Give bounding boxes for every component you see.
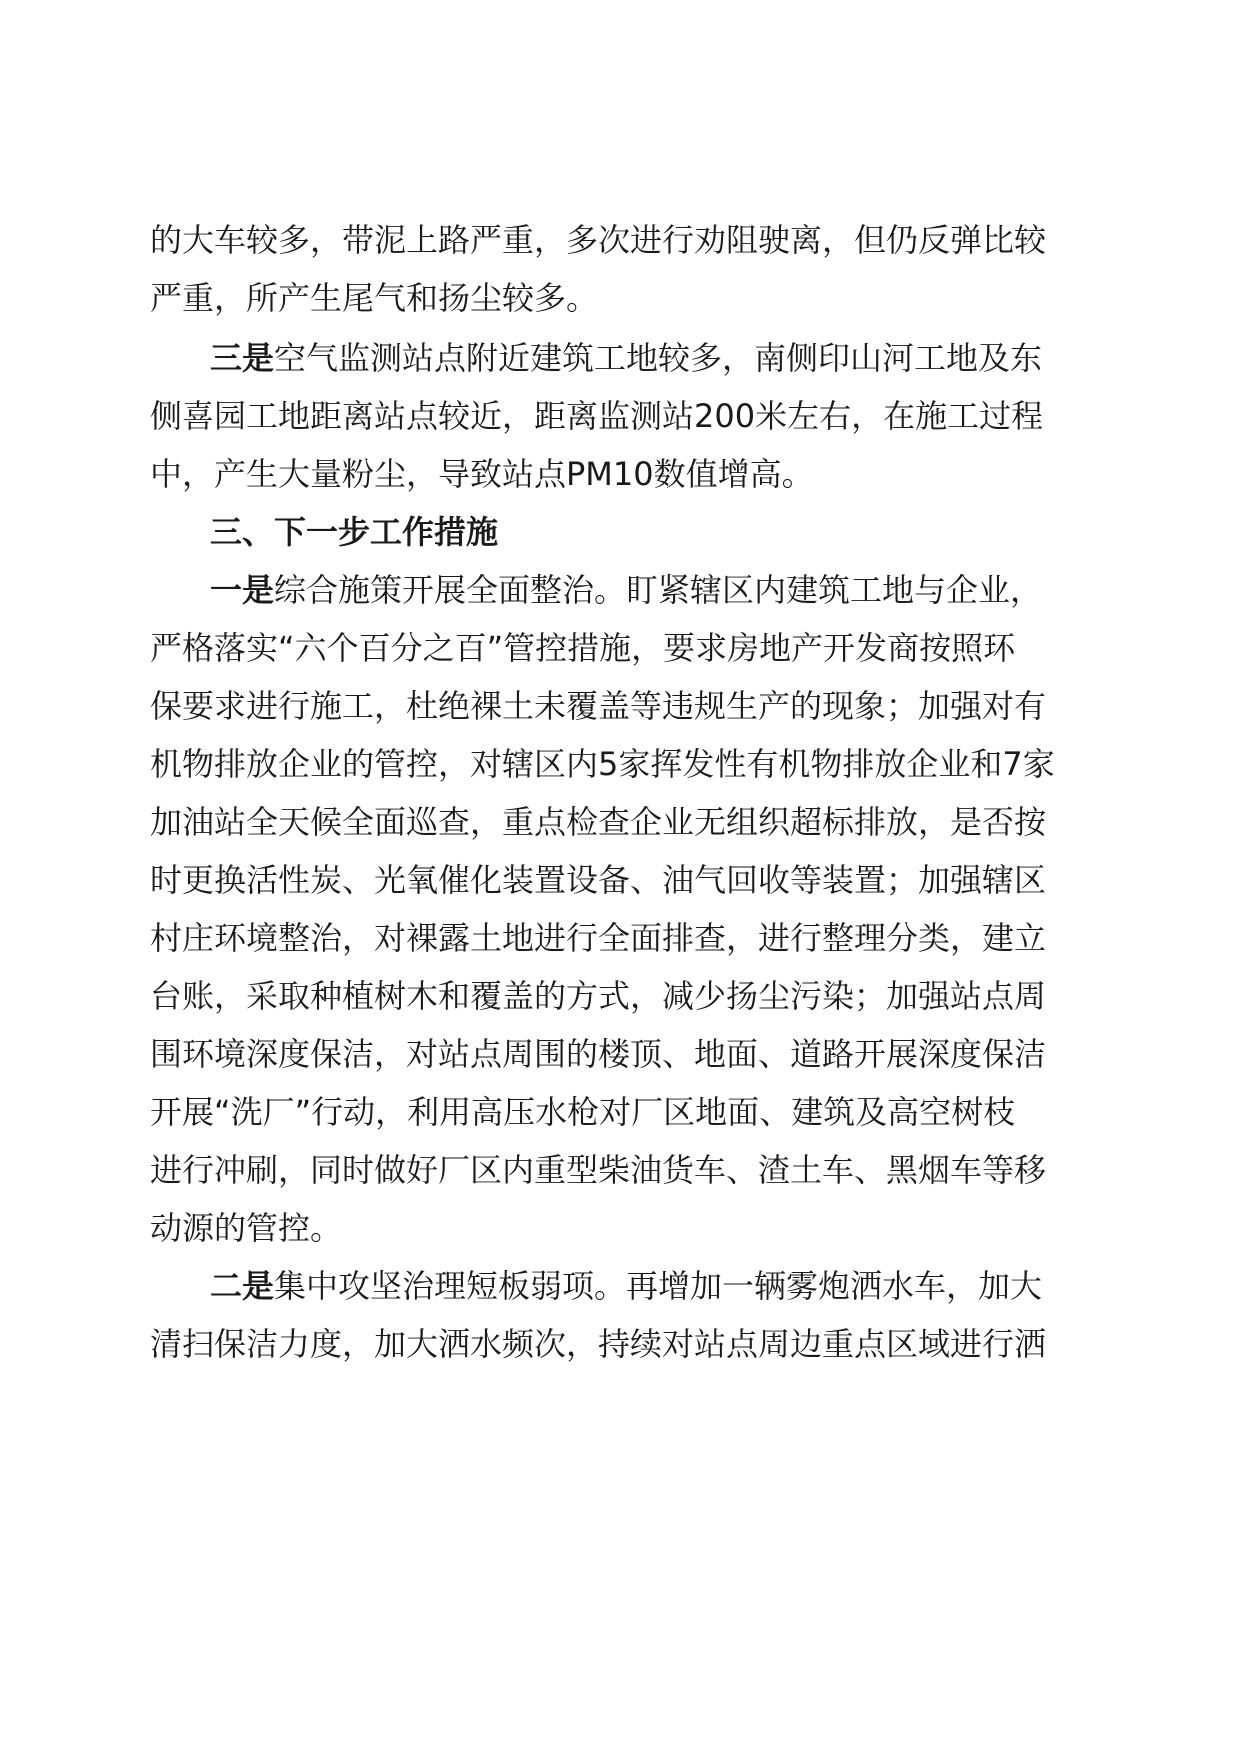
paragraph-line: [0, 1254, 1240, 1318]
line-text: 开展“洗厂”行动，利用高压水枪对厂区地面、建筑及高空树枝: [150, 1093, 1016, 1131]
line-text: 村庄环境整治，对裸露土地进行全面排查，进行整理分类，建立: [150, 919, 1047, 957]
paragraph-lead: 一是: [210, 571, 275, 609]
line-text: 围环境深度保洁，对站点周围的楼顶、地面、道路开展深度保洁: [150, 1035, 1047, 1073]
line-text: 清扫保洁力度，加大洒水频次，持续对站点周边重点区域进行洒: [150, 1325, 1047, 1363]
line-text: 加油站全天候全面巡查，重点检查企业无组织超标排放，是否按: [150, 803, 1047, 841]
line-text: 进行冲刷，同时做好厂区内重型柴油货车、渣土车、黑烟车等移: [150, 1151, 1047, 1189]
paragraph-line: [0, 208, 1240, 272]
line-text: 严重，所产生尾气和扬尘较多。: [150, 279, 599, 317]
paragraph-line: [0, 1080, 1240, 1144]
line-text: 台账，采取种植树木和覆盖的方式，减少扬尘污染；加强站点周: [150, 977, 1047, 1015]
line-text: 集中攻坚治理短板弱项。再增加一辆雾炮洒水车，加大: [274, 1267, 1043, 1305]
paragraph-line: [0, 1312, 1240, 1376]
paragraph-line: [0, 848, 1240, 912]
paragraph-line: [0, 732, 1240, 796]
paragraph-line: [0, 674, 1240, 738]
paragraph-line: [0, 326, 1240, 390]
heading-text: 三、下一步工作措施: [210, 513, 499, 551]
paragraph-line: [0, 266, 1240, 330]
paragraph-line: [0, 906, 1240, 970]
paragraph-line: [0, 616, 1240, 680]
line-text: 中，产生大量粉尘，导致站点PM10数值增高。: [150, 455, 814, 493]
paragraph-lead: 二是: [210, 1267, 275, 1305]
line-text: 动源的管控。: [150, 1209, 343, 1247]
paragraph-line: [0, 790, 1240, 854]
paragraph-line: [0, 1196, 1240, 1260]
paragraph-line: [0, 1138, 1240, 1202]
line-text: 严格落实“六个百分之百”管控措施，要求房地产开发商按照环: [150, 629, 1016, 667]
paragraph-lead: 三是: [210, 339, 275, 377]
paragraph-line: [0, 384, 1240, 448]
line-text: 机物排放企业的管控，对辖区内5家挥发性有机物排放企业和7家: [150, 745, 1055, 783]
line-text: 时更换活性炭、光氧催化装置设备、油气回收等装置；加强辖区: [150, 861, 1047, 899]
paragraph-line: [0, 1022, 1240, 1086]
section-heading: [0, 500, 1240, 564]
line-text: 侧喜园工地距离站点较近，距离监测站200米左右，在施工过程: [150, 397, 1044, 435]
line-text: 保要求进行施工，杜绝裸土未覆盖等违规生产的现象；加强对有: [150, 687, 1047, 725]
line-text: 的大车较多，带泥上路严重，多次进行劝阻驶离，但仍反弹比较: [150, 221, 1047, 259]
paragraph-line: [0, 964, 1240, 1028]
paragraph-line: [0, 442, 1240, 506]
paragraph-line: [0, 558, 1240, 622]
line-text: 综合施策开展全面整治。盯紧辖区内建筑工地与企业，: [274, 571, 1043, 609]
line-text: 空气监测站点附近建筑工地较多，南侧印山河工地及东: [274, 339, 1043, 377]
